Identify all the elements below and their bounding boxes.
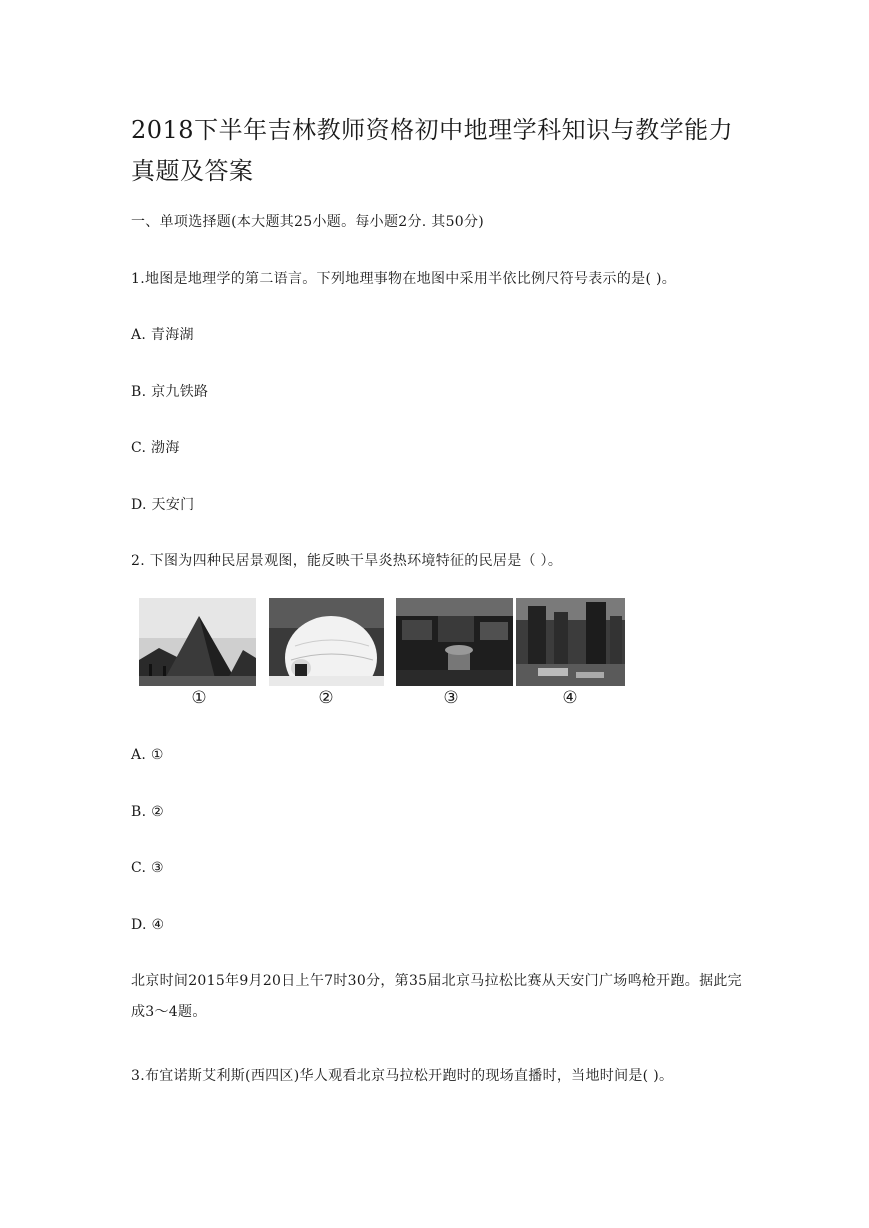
figure-label-1: ① bbox=[191, 688, 207, 708]
dwelling-photo-4 bbox=[516, 598, 625, 686]
dwelling-photo-1 bbox=[139, 598, 256, 686]
question-1-option-d: D. 天安门 bbox=[131, 497, 195, 513]
section-heading: 一、单项选择题(本大题其25小题。每小题2分. 其50分) bbox=[131, 214, 485, 230]
question-2-option-d: D. ④ bbox=[131, 917, 165, 933]
dwelling-photo-2 bbox=[269, 598, 384, 686]
question-3-stem: 3.布宜诺斯艾利斯(西四区)华人观看北京马拉松开跑时的现场直播时，当地时间是( )。 bbox=[131, 1068, 674, 1084]
question-1-stem: 1.地图是地理学的第二语言。下列地理事物在地图中采用半依比例尺符号表示的是( )。 bbox=[131, 271, 677, 287]
question-1-option-a: A. 青海湖 bbox=[131, 327, 194, 343]
figure-label-2: ② bbox=[318, 688, 334, 708]
figure-label-4: ④ bbox=[562, 688, 578, 708]
question-2-stem: 2. 下图为四种民居景观图，能反映干旱炎热环境特征的民居是（ ）。 bbox=[131, 553, 563, 569]
question-1-option-c: C. 渤海 bbox=[131, 440, 180, 456]
figure-label-3: ③ bbox=[443, 688, 459, 708]
dwelling-figure bbox=[139, 598, 629, 713]
document-title: 2018下半年吉林教师资格初中地理学科知识与教学能力真题及答案 bbox=[131, 116, 734, 185]
passage-text: 北京时间2015年9月20日上午7时30分，第35届北京马拉松比赛从天安门广场鸣枪开跑。据此完成3～4题。 bbox=[131, 973, 742, 1020]
dwelling-photo-3 bbox=[396, 598, 513, 686]
question-2-option-a: A. ① bbox=[131, 747, 164, 763]
question-2-option-c: C. ③ bbox=[131, 860, 164, 876]
question-1-option-b: B. 京九铁路 bbox=[131, 384, 209, 400]
question-2-option-b: B. ② bbox=[131, 804, 164, 820]
